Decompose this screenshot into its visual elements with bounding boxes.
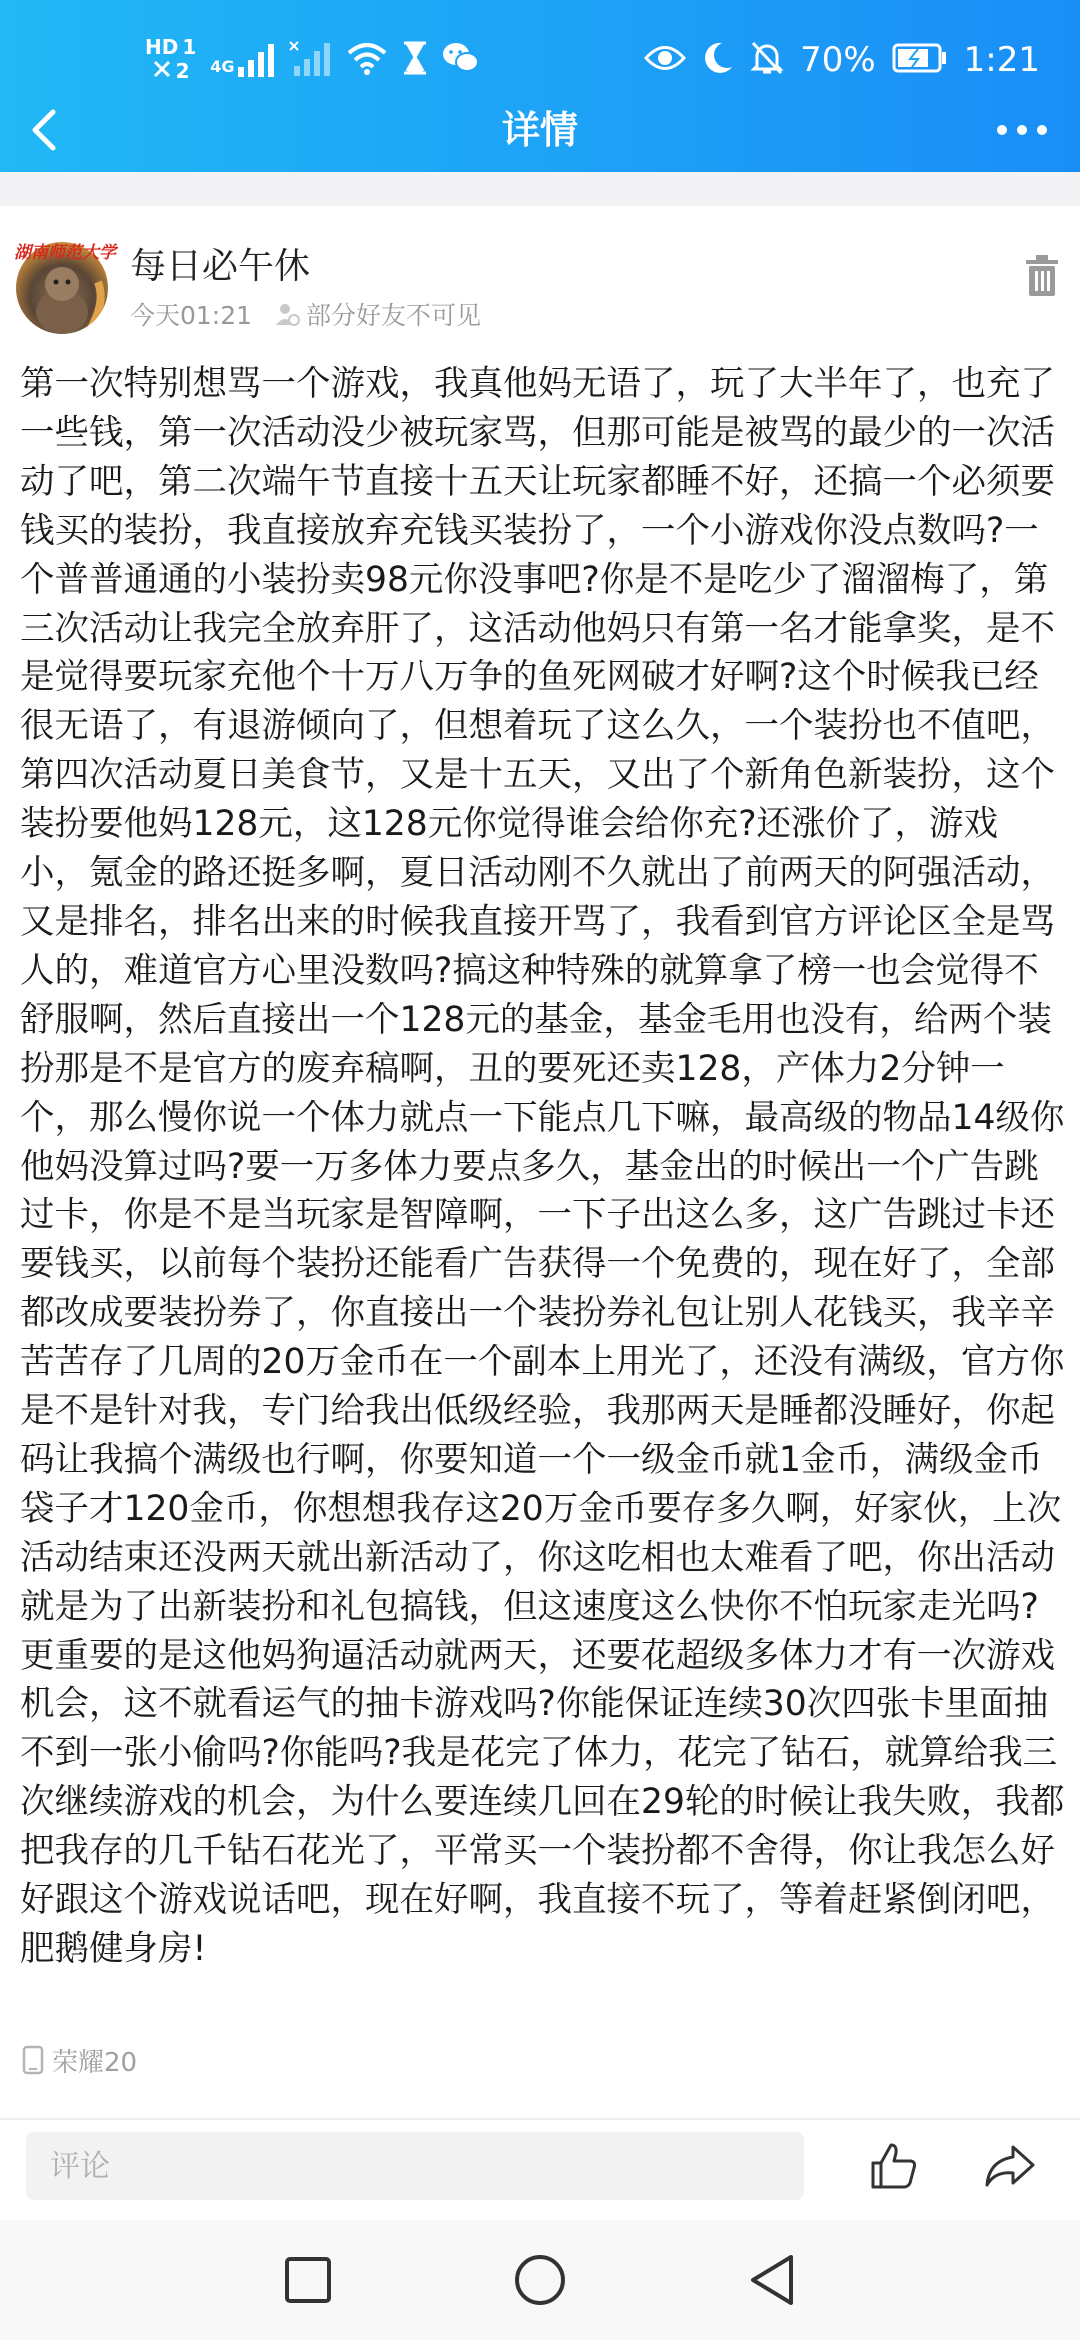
no-signal-icon <box>152 59 172 83</box>
status-bar-right <box>644 34 1040 86</box>
square-icon <box>284 2256 332 2304</box>
net-label: 4G <box>210 57 235 76</box>
wifi-icon <box>346 41 388 79</box>
thumbs-up-icon <box>869 2141 919 2191</box>
share-arrow-icon <box>983 2143 1037 2189</box>
post-time: 今天01:21 <box>130 301 253 330</box>
battery-icon <box>892 43 948 77</box>
moon-icon <box>702 41 734 79</box>
triangle-back-icon <box>747 2253 797 2307</box>
post-content: 第一次特别想骂一个游戏，我真他妈无语了，玩了大半年了，也充了一些钱，第一次活动没少被玩家骂，但那可能是被骂的最少的一次活动了吧，第二次端午节直接十五天让玩家都睡不好，还搞一个必须要钱买的装扮，我直接放弃充钱买装扮了，一个小游戏你没点数吗?一个普普通通的小装扮卖98元你没事吧?你是不是吃少了溜溜梅了，第三次活动让我完全放弃肝了，这活动他妈只有第一名才能拿奖，是不是觉得要玩家充他个十万八万争的鱼死网破才好啊?这个时候我已经很无语了，有退游倾向了，但想着玩了这么久，一个装扮也不值吧，第四次活动夏日美食节，又是十五天，又出了个新角色新装扮，这个装扮要他妈128元，这128元你觉得谁会给你充?还涨价了，游戏小，氪金的路还挺多啊，夏日活动刚不久就出了前两天的阿强活动，又是排名，排名出来的时候我直接开骂了，我看到官方评论区全是骂人的，难道官方心里没数吗?搞这种特殊的就算拿了榜一也会觉得不舒服啊，然后直接出一个128元的基金，基金毛用也没有，给两个装扮那是不是官方的废弃稿啊，丑的要死还卖128，产体力2分钟一个，那么慢你说一个体力就点一下能点几下嘛，最高级的物品14级你他妈没算过吗?要一万多体力要点多久，基金出的时候出一个广告跳过卡，你是不是当玩家是智障啊，一下子出这么多，这广告跳过卡还要钱买，以前每个装扮还能看广告获得一个免费的，现在好了，全部都改成要装扮券了，你直接出一个装扮券礼包让别人花钱买，我辛辛苦苦存了几周的20万金币在一个副本上用光了，还没有满级，官方你是不是针对我，专门给我出低级经验，我那两天是睡都没睡好，你起码让我搞个满级也行啊，你要知道一个一级金币就1金币，满级金币袋子才120金币，你想想我存这20万金币要存多久啊，好家伙，上次活动结束还没两天就出新活动了，你这吃相也太难看了吧，你出活动就是为了出新装扮和礼包搞钱，但这速度这么快你不怕玩家走光吗?更重要的是这他妈狗逼活动就两天，还要花超级多体力才有一次游戏机会，这不就看运气的抽卡游戏吗?你能保证连续30次四张卡里面抽不到一张小偷吗?你能吗?我是花完了体力，花完了钻石，就算给我三次继续游戏的机会，为什么要连续几回在29轮的时候让我失败，我都把我存的几千钻石花光了，平常买一个装扮都不舍得，你让我怎么好好跟这个游戏说话吧，现在好啊，我直接不玩了，等着赶紧倒闭吧，肥鹅健身房! <box>20 364 1065 1969</box>
comment-bar <box>0 2120 1080 2220</box>
share-button[interactable] <box>978 2134 1042 2198</box>
person-hidden-icon <box>274 301 300 327</box>
signal-4g-icon <box>210 43 273 77</box>
delete-button[interactable] <box>1018 248 1066 304</box>
eye-comfort-icon <box>644 43 686 77</box>
navigation-bar <box>0 90 1080 170</box>
page-title: 详情 <box>501 108 578 152</box>
hd-label: HD <box>145 35 179 59</box>
phone-icon <box>22 2045 44 2075</box>
signal-empty-icon <box>288 40 332 80</box>
author-name[interactable]: 每日必午休 <box>130 246 311 287</box>
app-header <box>0 0 1080 172</box>
device-name: 荣耀20 <box>52 2047 138 2078</box>
back-system-button[interactable] <box>734 2242 810 2318</box>
more-dots-icon <box>996 124 1048 136</box>
visibility-info <box>274 296 481 332</box>
comment-input[interactable] <box>26 2132 804 2200</box>
post-meta <box>130 294 481 334</box>
sim1-label: 1 <box>182 35 197 59</box>
device-info <box>22 2040 137 2080</box>
hourglass-icon <box>402 41 428 79</box>
battery-percent: 70% <box>800 40 876 80</box>
status-bar-left <box>145 34 480 86</box>
status-bar <box>0 30 1080 90</box>
more-options-button[interactable] <box>982 98 1062 162</box>
chevron-left-icon <box>29 108 59 152</box>
trash-icon <box>1024 254 1060 298</box>
back-button[interactable] <box>12 98 76 162</box>
like-button[interactable] <box>862 2134 926 2198</box>
hd-indicator <box>145 37 196 83</box>
visibility-text: 部分好友不可见 <box>306 301 482 330</box>
sim2-label: 2 <box>175 59 190 83</box>
home-button[interactable] <box>502 2242 578 2318</box>
post-header <box>0 206 1080 346</box>
avatar-overlay-text: 湖南师范大学 <box>14 243 116 263</box>
mute-bell-icon <box>750 40 784 80</box>
recent-apps-button[interactable] <box>270 2242 346 2318</box>
wechat-icon <box>442 41 480 79</box>
section-gap <box>0 172 1080 206</box>
circle-icon <box>513 2253 567 2307</box>
clock: 1:21 <box>963 40 1040 80</box>
system-navigation-bar <box>0 2220 1080 2340</box>
